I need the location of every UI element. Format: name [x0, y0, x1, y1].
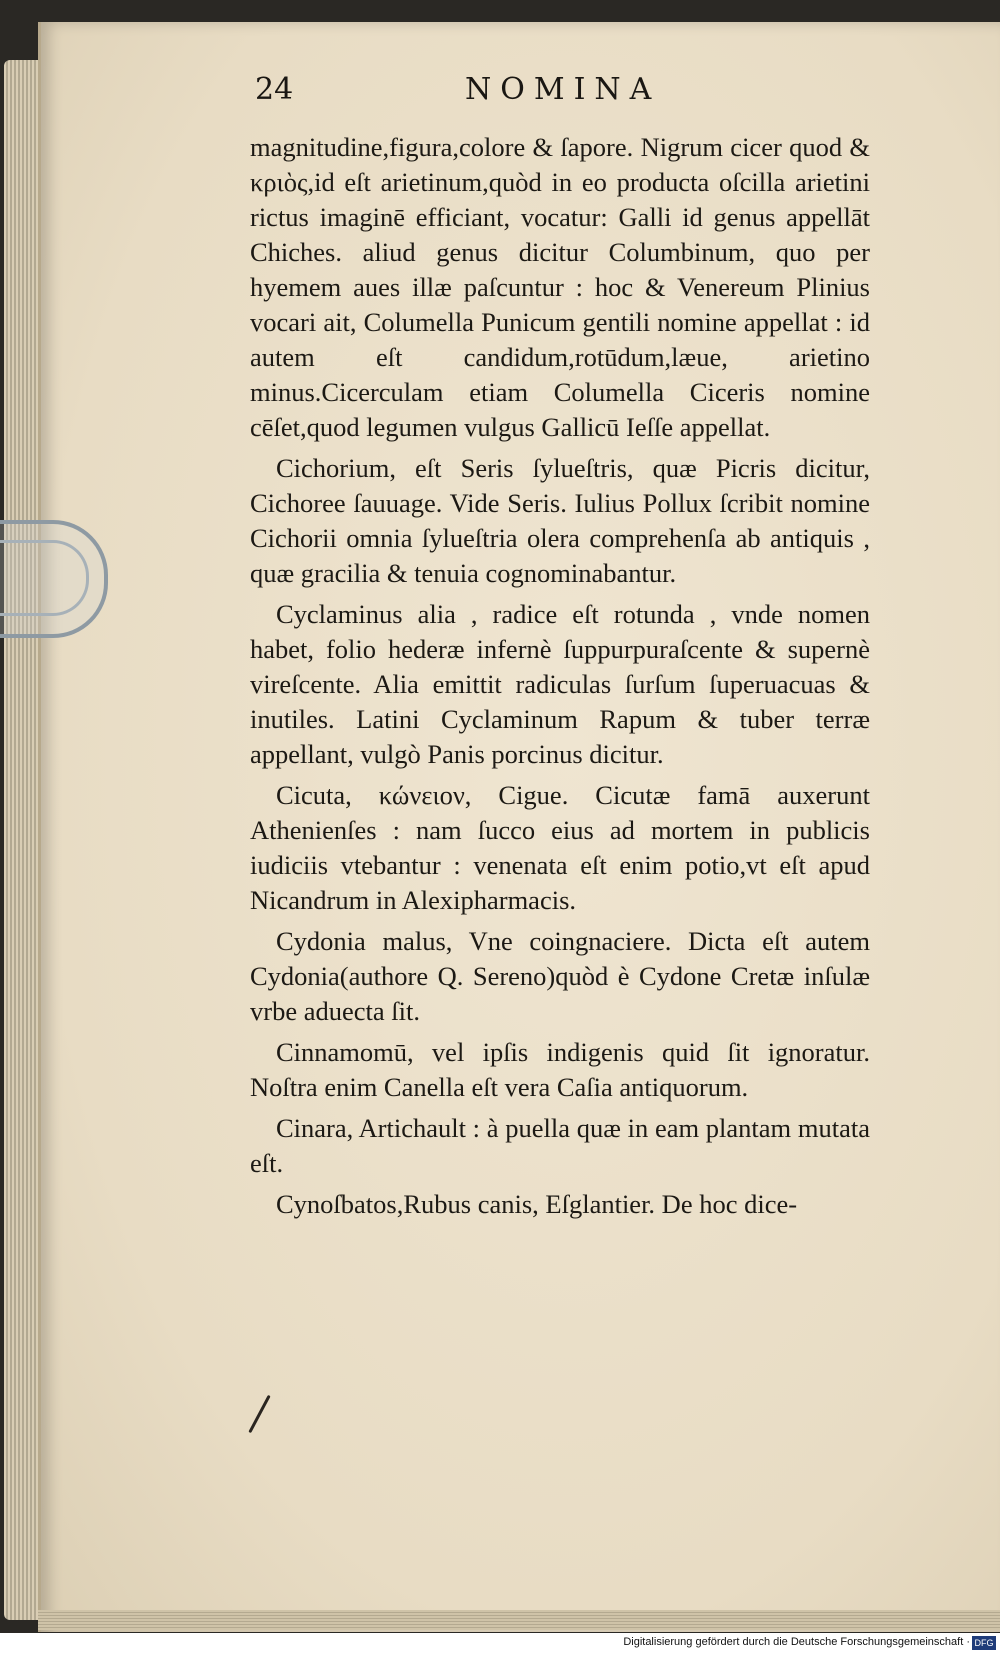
dfg-logo-icon: DFG	[972, 1636, 996, 1650]
paragraph-cinnamomum: Cinnamomū, vel ipſis indigenis quid ſit ignoratur. Noſtra enim Canella eſt vera Caſia antiquorum.	[250, 1037, 870, 1102]
paragraph-cinara: Cinara, Artichault : à puella quæ in eam plantam mutata eſt.	[250, 1113, 870, 1178]
paragraph-cicer-continued: magnitudine,figura,colore & ſapore. Nigrum cicer quod & κριὸς,id eſt arietinum,quòd in eo producta oſcilla arietini rictus imaginē efficiant, vocatur: Galli id genus appellāt Chiches. aliud genus dicitur Columbinum, quo per hyemem aues illæ paſcuntur : hoc & Venereum Plinius vocari ait, Columella Punicum gentili nomine appellat : id autem eſt candidum,rotūdum,læue, arietino minus.Cicerculam etiam Columella Ciceris nomine cēſet,quod legumen vulgus Gallicū Ieſſe appellat.	[250, 132, 870, 442]
page-number: 24	[255, 72, 294, 107]
page-header	[255, 72, 875, 122]
funding-credit: Digitalisierung gefördert durch die Deutsche Forschungsgemeinschaft ·	[623, 1636, 970, 1648]
body-text	[250, 130, 870, 1228]
paragraph-cicuta: Cicuta, κώνειον, Cigue. Cicutæ famā auxerunt Athenienſes : nam ſucco eius ad mortem in publicis iudiciis vtebantur : venenata eſt enim potio,vt eſt apud Nicandrum in Alexipharmacis.	[250, 780, 870, 915]
digitization-footer	[0, 1633, 1000, 1655]
page-bottom-edge	[38, 1610, 1000, 1630]
paragraph-cichorium: Cichorium, eſt Seris ſylueſtris, quæ Picris dicitur, Cichoree ſauuage. Vide Seris. Iulius Pollux ſcribit nomine Cichorii omnia ſylueſtria olera comprehenſa ab antiquis , quæ gracilia & tenuia cognominabantur.	[250, 453, 870, 588]
paper-clip-inner-loop	[0, 540, 89, 616]
paragraph-cynosbatos: Cynoſbatos,Rubus canis, Eſglantier. De hoc dice-	[276, 1189, 798, 1219]
running-title: NOMINA	[465, 72, 661, 107]
paragraph-cydonia: Cydonia malus, Vne coingnaciere. Dicta eſt autem Cydonia(authore Q. Sereno)quòd è Cydone Cretæ inſulæ vrbe aduecta ſit.	[250, 926, 870, 1026]
paragraph-cyclaminus: Cyclaminus alia , radice eſt rotunda , vnde nomen habet, folio hederæ infernè ſuppurpuraſcente & supernè vireſcente. Alia emittit radiculas ſurſum ſuperuacuas & inutiles. Latini Cyclaminum Rapum & tuber terræ appellant, vulgò Panis porcinus dicitur.	[250, 599, 870, 769]
